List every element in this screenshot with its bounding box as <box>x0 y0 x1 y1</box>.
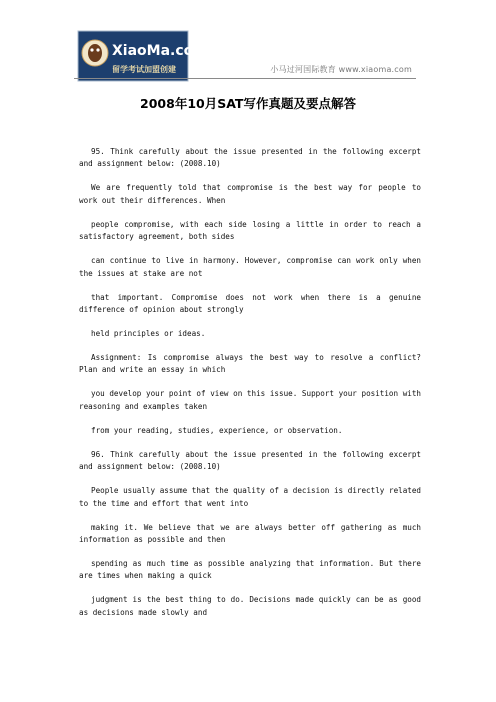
paragraph: judgment is the best thing to do. Decisions made quickly can be as good as decisions made slowly and <box>79 595 421 617</box>
header-site-text: 小马过河国际教育 www.xiaoma.com <box>270 65 412 74</box>
paragraph: that important. Compromise does not work when there is a genuine difference of opinion about strongly <box>79 292 421 315</box>
paragraph: making it. We believe that we are always better off gathering as much information as possible and then <box>79 522 421 545</box>
document-body <box>79 146 421 631</box>
xiaoma-logo <box>78 31 208 81</box>
paragraph: Assignment: Is compromise always the best way to resolve a conflict? Plan and write an essay in which <box>79 353 421 375</box>
paragraph: you develop your point of view on this issue. Support your position with reasoning and examples taken <box>79 389 421 411</box>
logo-wordmark: XiaoMa.com <box>112 43 208 59</box>
paragraph: held principles or ideas. <box>91 329 206 339</box>
paragraph: can continue to live in harmony. However, compromise can work only when the issues at stake are not <box>79 256 421 278</box>
paragraph: spending as much time as possible analyzing that information. But there are times when making a quick <box>79 559 421 581</box>
paragraph: 96. Think carefully about the issue presented in the following excerpt and assignment below: (2008.10) <box>79 449 421 472</box>
paragraph: from your reading, studies, experience, or observation. <box>91 425 343 435</box>
header-divider <box>74 78 416 79</box>
document-title: 2008年10月SAT写作真题及要点解答 <box>140 96 356 111</box>
logo-slogan: 留学考试加盟创建 <box>112 65 176 74</box>
paragraph: We are frequently told that compromise is the best way for people to work out their differences. When <box>79 183 421 205</box>
paragraph: People usually assume that the quality of a decision is directly related to the time and effort that went into <box>79 486 421 508</box>
paragraph: 95. Think carefully about the issue presented in the following excerpt and assignment below: (2008.10) <box>79 147 421 169</box>
paragraph: people compromise, with each side losing a little in order to reach a satisfactory agreement, both sides <box>79 219 421 242</box>
